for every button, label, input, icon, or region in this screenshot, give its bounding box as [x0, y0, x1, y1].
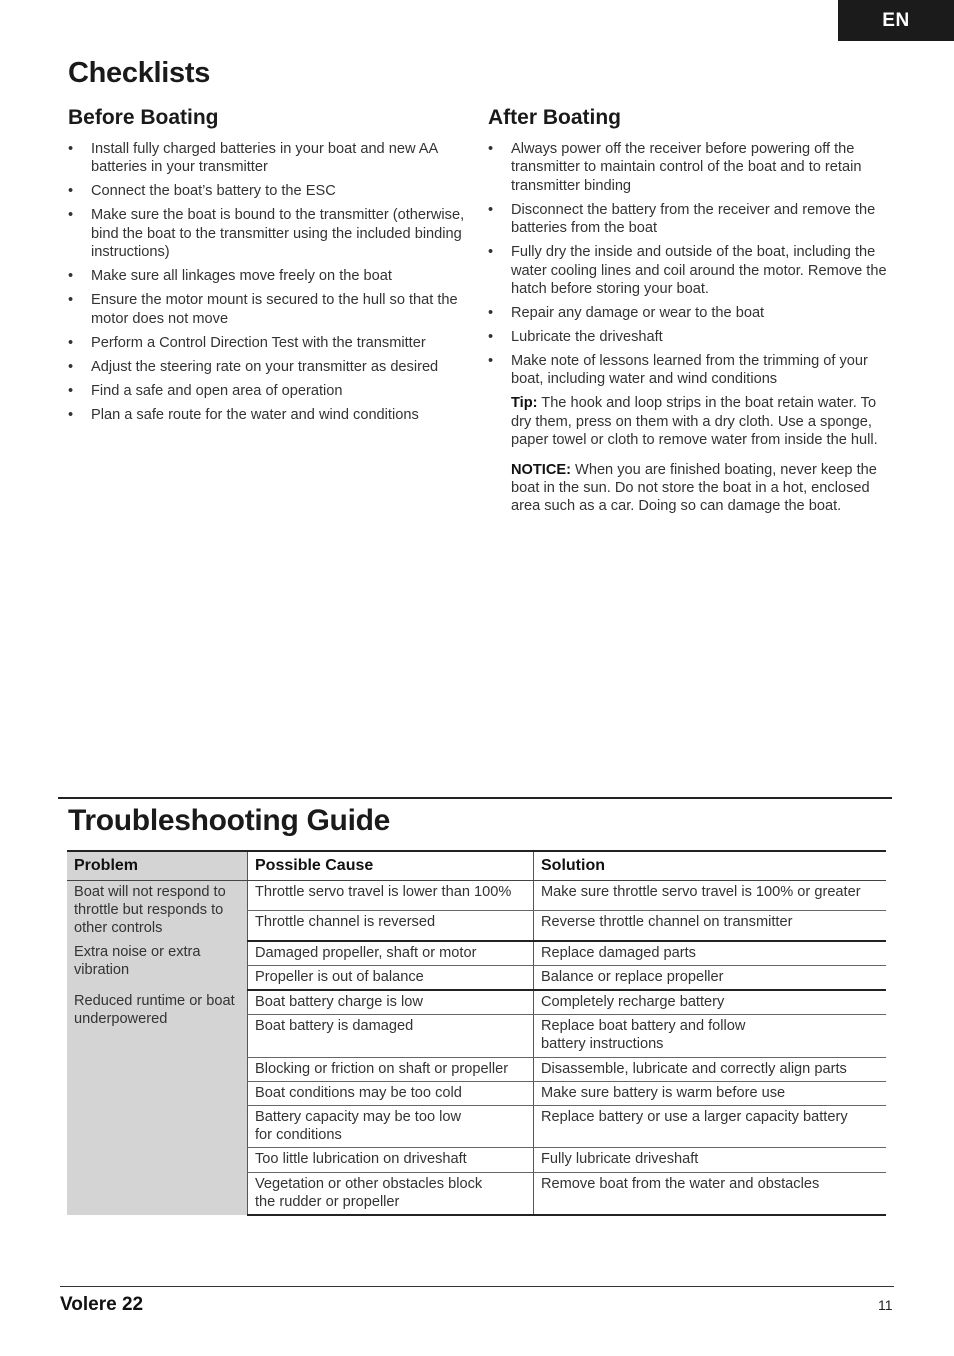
problem-cell: Extra noise or extra vibration: [67, 941, 248, 990]
tip-label: Tip:: [511, 395, 538, 412]
cause-cell: Propeller is out of balance: [248, 965, 534, 990]
solution-cell: Make sure throttle servo travel is 100% or greater: [534, 881, 887, 911]
solution-cell: Replace battery or use a larger capacity battery: [534, 1106, 887, 1148]
list-item: • Perform a Control Direction Test with the transmitter: [68, 334, 466, 352]
solution-cell: Make sure battery is warm before use: [534, 1081, 887, 1105]
list-item: • Always power off the receiver before powering off the transmitter to maintain control of the boat and to retain transmitter binding: [488, 140, 888, 195]
table-row: [67, 941, 886, 966]
list-item: • Install fully charged batteries in your boat and new AA batteries in your transmitter: [68, 140, 466, 177]
solution-cell: Balance or replace propeller: [534, 965, 887, 990]
cause-cell: Damaged propeller, shaft or motor: [248, 941, 534, 966]
before-boating-list: [68, 140, 466, 424]
language-tab: EN: [838, 0, 954, 41]
list-item: • Plan a safe route for the water and wind conditions: [68, 406, 466, 424]
cause-cell: Vegetation or other obstacles block the rudder or propeller: [248, 1172, 534, 1215]
list-item: • Disconnect the battery from the receiver and remove the batteries from the boat: [488, 201, 888, 238]
solution-cell: Remove boat from the water and obstacles: [534, 1172, 887, 1215]
cause-cell: Throttle servo travel is lower than 100%: [248, 881, 534, 911]
table-header-row: [67, 851, 886, 881]
solution-cell: Reverse throttle channel on transmitter: [534, 910, 887, 940]
solution-cell: Disassemble, lubricate and correctly align parts: [534, 1057, 887, 1081]
list-item: • Make sure the boat is bound to the transmitter (otherwise, bind the boat to the transmitter using the included binding instructions): [68, 206, 466, 261]
header-solution: Solution: [534, 851, 887, 881]
tip-note: [488, 394, 888, 449]
cause-cell: Blocking or friction on shaft or propeller: [248, 1057, 534, 1081]
footer-divider: [60, 1286, 894, 1287]
table-body: [67, 881, 886, 1216]
problem-cell: Boat will not respond to throttle but responds to other controls: [67, 881, 248, 941]
before-boating-column: [68, 140, 466, 430]
list-item: • Connect the boat’s battery to the ESC: [68, 182, 466, 200]
after-boating-list: [488, 140, 888, 389]
after-boating-heading: After Boating: [488, 106, 621, 129]
troubleshooting-title: Troubleshooting Guide: [68, 804, 391, 837]
notice-text: When you are finished boating, never keep the boat in the sun. Do not store the boat in a hot, enclosed area such as a car. Doing so can damage the boat.: [511, 461, 877, 515]
table-row: [67, 990, 886, 1015]
after-boating-column: [488, 140, 888, 516]
page-number: 11: [878, 1297, 893, 1313]
section-divider: [58, 797, 892, 799]
solution-cell: Completely recharge battery: [534, 990, 887, 1015]
before-boating-heading: Before Boating: [68, 106, 219, 129]
list-item: • Make note of lessons learned from the trimming of your boat, including water and wind conditions: [488, 352, 888, 389]
table-row: [67, 881, 886, 911]
checklists-title: Checklists: [68, 57, 211, 89]
list-item: • Repair any damage or wear to the boat: [488, 304, 888, 322]
cause-cell: Boat conditions may be too cold: [248, 1081, 534, 1105]
solution-cell: Replace damaged parts: [534, 941, 887, 966]
header-cause: Possible Cause: [248, 851, 534, 881]
notice-note: [488, 461, 888, 516]
list-item: • Find a safe and open area of operation: [68, 382, 466, 400]
list-item: • Ensure the motor mount is secured to the hull so that the motor does not move: [68, 291, 466, 328]
notice-label: NOTICE:: [511, 461, 571, 478]
cause-cell: Too little lubrication on driveshaft: [248, 1148, 534, 1172]
solution-cell: Replace boat battery and follow battery instructions: [534, 1015, 887, 1057]
solution-cell: Fully lubricate driveshaft: [534, 1148, 887, 1172]
tip-text: The hook and loop strips in the boat retain water. To dry them, press on them with a dry cloth. Use a sponge, paper towel or cloth to remove water from inside the hull.: [511, 395, 878, 449]
problem-cell: Reduced runtime or boat underpowered: [67, 990, 248, 1215]
troubleshooting-table: [67, 850, 886, 1216]
cause-cell: Boat battery charge is low: [248, 990, 534, 1015]
cause-cell: Battery capacity may be too low for conditions: [248, 1106, 534, 1148]
list-item: • Lubricate the driveshaft: [488, 328, 888, 346]
cause-cell: Boat battery is damaged: [248, 1015, 534, 1057]
list-item: • Adjust the steering rate on your transmitter as desired: [68, 358, 466, 376]
list-item: • Fully dry the inside and outside of the boat, including the water cooling lines and coil around the motor. Remove the hatch before storing your boat.: [488, 243, 888, 298]
footer-product-name: Volere 22: [60, 1294, 144, 1315]
header-problem: Problem: [67, 851, 248, 881]
cause-cell: Throttle channel is reversed: [248, 910, 534, 940]
list-item: • Make sure all linkages move freely on the boat: [68, 267, 466, 285]
